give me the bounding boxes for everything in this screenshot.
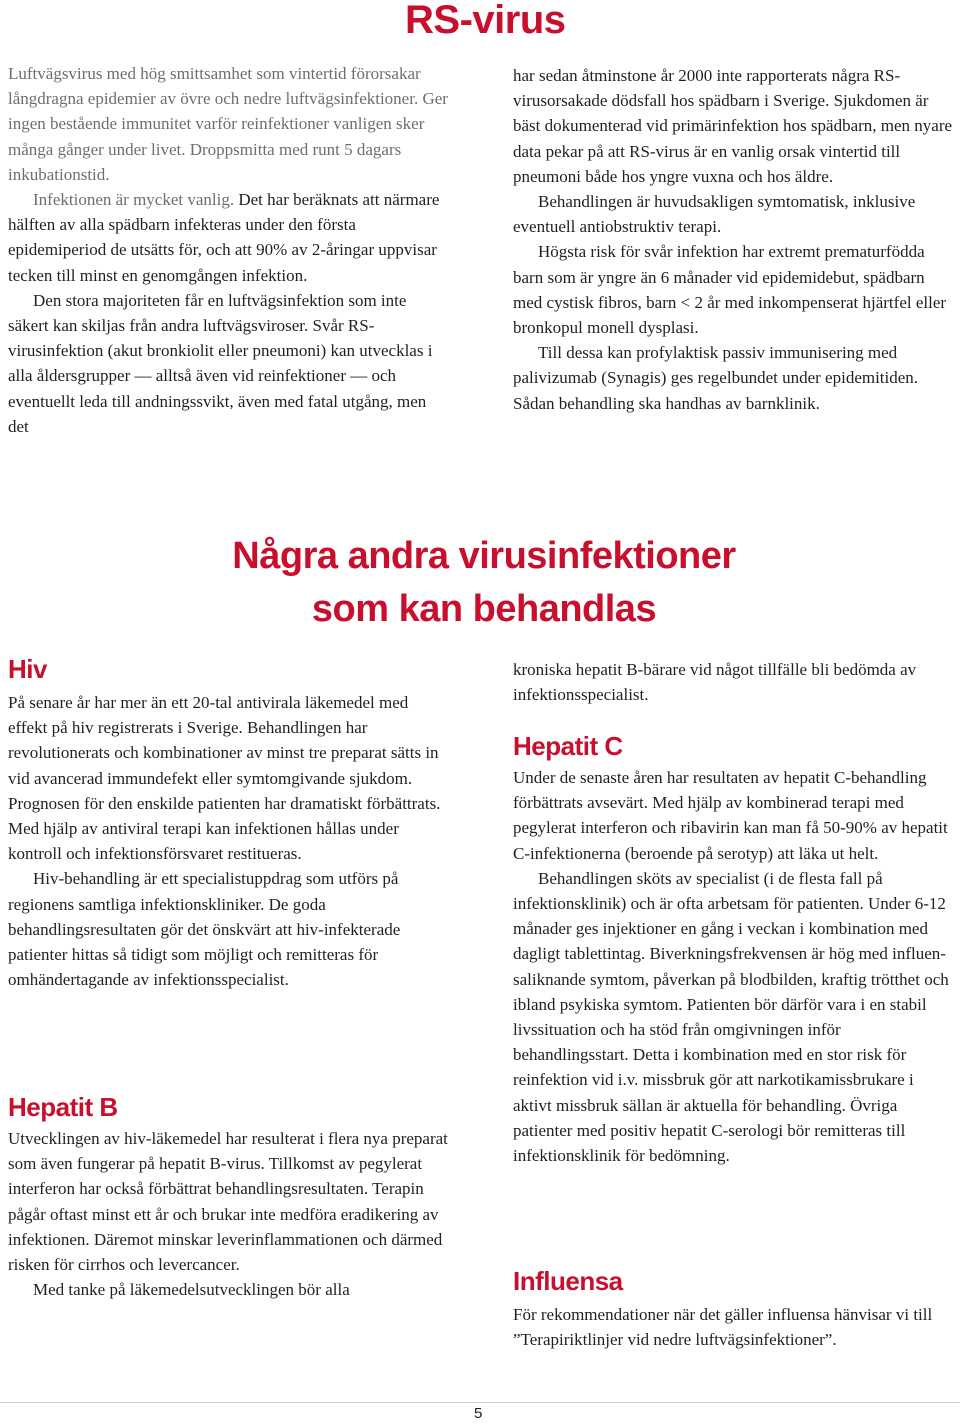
hepatit-b-continued	[513, 657, 953, 707]
rs-left-column	[8, 61, 448, 439]
hiv-heading: Hiv	[8, 654, 47, 684]
hiv-paragraph-1: På senare år har mer än ett 20-tal antivirala läkemedel med effekt på hiv registrerats i Sverige. Behandlingen har revolutionerats och kombinationer av minst tre preparat sätts in vid avancerad immundefekt eller symtomgivande sjukdom. Prognosen för den enskilde patienten har dramatiskt förbättrats. Med hjälp av antiviral terapi kan infektionen hållas under kontroll och infektionsförsvaret restitueras.	[8, 693, 441, 864]
hiv-column	[8, 690, 448, 992]
hepatit-b-paragraph-3: kroniska hepatit B-bärare vid något tillfälle bli bedömda av infektionsspecialist.	[513, 660, 917, 705]
rs-right-paragraph-2: Behandlingen är huvudsakligen symtomatisk, inklusive eventuell antiobstruktiv terapi.	[513, 192, 916, 237]
rs-paragraph-3: Den stora majoriteten får en luftvägsinfektion som inte säkert kan skiljas från andra luftvägsvirоser. Svår RS-virusinfektion (akut bronkiolit eller pneumoni) kan utvecklas i alla åldersgrupper — alltså även vid reinfektioner — och eventuellt leda till andningssvikt, även med fatal utgång, men det	[8, 290, 433, 436]
footer-rule	[0, 1402, 960, 1403]
rs-right-paragraph-3: Högsta risk för svår infektion har extremt prematurfödda barn som är yngre än 6 månader vid epidemidebut, spädbarn med cystisk fibros, barn < 2 år med inkompenserat hjärtfel eller bronkopul monell dysplasi.	[513, 242, 947, 338]
rs-paragraph-2-rest: Det har beräknats att närmare hälften av alla spädbarn infekteras under den första epidemiperiod de utsätts för, och att 90% av 2-åringar uppvisar tecken till minst en genomgången infektion.	[8, 190, 440, 285]
page-number: 5	[474, 1405, 483, 1422]
influensa-heading: Influensa	[513, 1266, 623, 1296]
rs-paragraph-1: Luftvägsvirus med hög smittsamhet som vintertid förorsakar långdragna epidemier av övre och nedre luftvägsinfektioner. Ger ingen bestående immunitet varför reinfektioner vanligen sker många gånger under livet. Droppsmitta med runt 5 dagars inkubationstid.	[8, 64, 448, 184]
rs-right-paragraph-4: Till dessa kan profylaktisk passiv immunisering med palivizumab (Synagis) ges regelbundet under epidemitiden. Sådan behandling ska handhas av barnklinik.	[513, 343, 919, 413]
section-title	[0, 530, 960, 636]
hepatit-b-paragraph-2: Med tanke på läkemedelsutvecklingen bör alla	[33, 1280, 350, 1300]
influensa-column	[513, 1302, 953, 1352]
hepatit-b-column	[8, 1126, 448, 1302]
hepatit-b-paragraph-1: Utvecklingen av hiv-läkemedel har resulterat i flera nya preparat som även fungerar på hepatit B-virus. Tillkomst av pegylerat interferon har också förbättrat behandlingsresultaten. Terapin pågår oftast minst ett år och brukar inte medföra eradikering av infektionen. Däremot minskar leverinflammationen och därmed risken för cirrhos och levercancer.	[8, 1129, 448, 1275]
hepatit-c-column	[513, 765, 953, 1168]
rs-paragraph-2	[8, 187, 448, 288]
hepatit-c-paragraph-2: Behandlingen sköts av specialist (i de flesta fall på infektionsklinik) och är ofta arbetsam för patienten. Under 6-12 månader ges injektioner en gång i veckan i kombination med dagligt tablettintag. Biverkningsfrekvensen är hög med influensaliknande symtom, påverkan på blodbilden, kraftig trötthet och ibland psykiska symtom. Patienten bör därför vara i en stabil livssituation och ha stöd från omgivningen inför behandlingsstart. Detta i kombination med en stor risk för reinfektion vid i.v. missbruk gör att narkotikamissbrukare i aktivt missbruk sällan är aktuella för behandling. Övriga patienter med positiv hepatit C-serologi bör remitteras till infektionsklinik för bedömning.	[513, 868, 949, 1166]
section-title-line-1: Några andra virusinfektioner	[232, 535, 736, 577]
rs-right-column	[513, 63, 953, 416]
hepatit-c-paragraph-1: Under de senaste åren har resultaten av hepatit C-behandling förbättrats avsevärt. Med hjälp av kombinerad terapi med pegylerat interferon och ribavirin kan man få 50-90% av hepatit C-infektionerna (beroende på serotyp) att läka ut helt.	[513, 768, 948, 863]
hiv-paragraph-2: Hiv-behandling är ett specialistuppdrag som utförs på regionens samtliga infektionskliniker. De goda behandlingsresultaten gör det önskvärt att hiv-infekterade patienter hittas så tidigt som möjligt och remitteras för omhändertagande av infektionsspecialist.	[8, 869, 401, 990]
influensa-paragraph-1: För rekommendationer när det gäller influensa hänvisar vi till ”Terapiriktlinjer vid nedre luftvägsinfektioner”.	[513, 1305, 933, 1350]
rs-paragraph-2-lead: Infektionen är mycket vanlig.	[33, 190, 235, 210]
section-title-line-2: som kan behandlas	[311, 588, 657, 630]
rs-right-paragraph-1: har sedan åtminstone år 2000 inte rapporterats några RS-virusorsakade dödsfall hos spädbarn i Sverige. Sjukdomen är bäst dokumenterad vid primärinfektion hos spädbarn, men nyare data pekar på att RS-virus är en vanlig orsak vintertid till pneumoni både hos yngre vuxna och hos äldre.	[513, 66, 953, 186]
hepatit-b-heading: Hepatit B	[8, 1092, 118, 1122]
rs-virus-title: RS-virus	[405, 0, 566, 42]
hepatit-c-heading: Hepatit C	[513, 731, 623, 761]
